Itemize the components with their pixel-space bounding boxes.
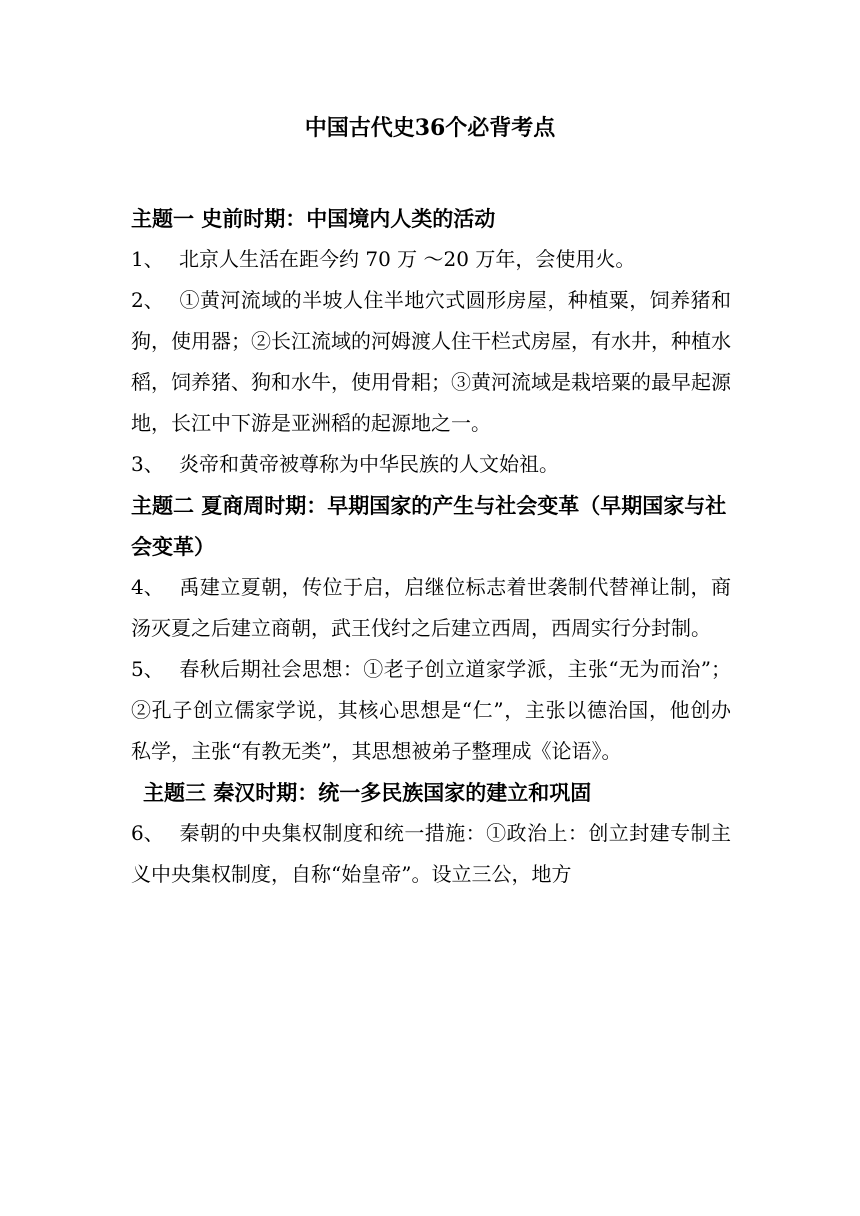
list-item <box>131 239 731 280</box>
item-text: 炎帝和黄帝被尊称为中华民族的人文始祖。 <box>179 452 559 476</box>
list-item <box>131 813 731 895</box>
item-text: 北京人生活在距今约 70 万 ～20 万年，会使用火。 <box>179 247 636 271</box>
list-item <box>131 567 731 649</box>
section-heading-2: 主题二 夏商周时期：早期国家的产生与社会变革（早期国家与社会变革） <box>131 493 727 559</box>
item-text: 春秋后期社会思想：①老子创立道家学派，主张“无为而治”；②孔子创立儒家学说，其核心思想是“仁”，主张以德治国，他创办私学，主张“有教无类”，其思想被弟子整理成《论语》。 <box>131 657 731 763</box>
document-body <box>131 198 731 895</box>
item-number: 5、 <box>131 657 164 681</box>
list-item <box>131 280 731 444</box>
list-item <box>131 444 731 485</box>
item-number: 6、 <box>131 821 164 845</box>
section-heading-1: 主题一 史前时期：中国境内人类的活动 <box>131 206 496 231</box>
item-number: 4、 <box>131 575 164 599</box>
item-number: 3、 <box>131 452 164 476</box>
list-item <box>131 649 731 772</box>
item-text: ①黄河流域的半坡人住半地穴式圆形房屋，种植粟，饲养猪和狗，使用器；②长江流域的河姆渡人住干栏式房屋，有水井，种植水稻，饲养猪、狗和水牛，使用骨耜；③黄河流域是栽培粟的最早起源地，长江中下游是亚洲稻的起源地之一。 <box>131 288 731 435</box>
item-number: 2、 <box>131 288 164 312</box>
item-number: 1、 <box>131 247 164 271</box>
item-text: 秦朝的中央集权制度和统一措施：①政治上：创立封建专制主义中央集权制度，自称“始皇帝”。设立三公，地方 <box>131 821 731 886</box>
document-title: 中国古代史36个必背考点 <box>304 115 556 141</box>
section-heading-3: 主题三 秦汉时期：统一多民族国家的建立和巩固 <box>143 780 592 805</box>
item-text: 禹建立夏朝，传位于启，启继位标志着世袭制代替禅让制，商汤灭夏之后建立商朝，武王伐纣之后建立西周，西周实行分封制。 <box>131 575 731 640</box>
